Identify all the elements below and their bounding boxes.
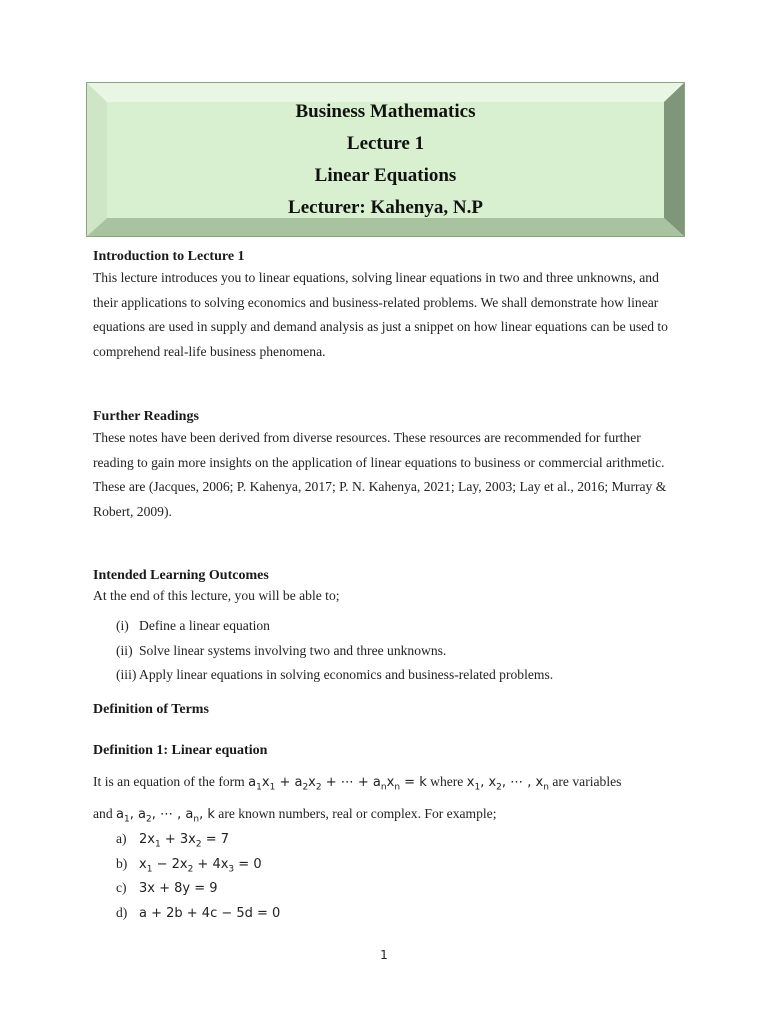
outcomes-heading: Intended Learning Outcomes bbox=[93, 568, 269, 583]
list-item bbox=[116, 639, 553, 664]
list-item bbox=[116, 827, 280, 852]
definition-1-body bbox=[93, 769, 683, 832]
example-equation: a + 2b + 4c − 5d = 0 bbox=[139, 905, 281, 921]
examples-list bbox=[116, 827, 280, 925]
list-item bbox=[116, 901, 280, 926]
list-item-label: (i) bbox=[116, 618, 129, 633]
definition-text: and bbox=[93, 805, 113, 821]
example-equation: 3x + 8y = 9 bbox=[139, 881, 218, 896]
example-label: c) bbox=[116, 880, 127, 895]
outcomes-section bbox=[93, 567, 683, 607]
definition-1-line-1 bbox=[93, 769, 683, 801]
list-item bbox=[116, 852, 280, 877]
readings-section bbox=[93, 408, 683, 524]
example-label: d) bbox=[116, 904, 128, 920]
coefficient-list: $a_1$, $a_2$, ⋯ , $a_n$, k bbox=[116, 806, 215, 825]
list-item-text: Apply linear equations in solving economics and business-related problems. bbox=[139, 667, 554, 682]
intro-heading: Introduction to Lecture 1 bbox=[93, 249, 245, 264]
definition-text: It is an equation of the form bbox=[93, 774, 245, 789]
list-item-label: (ii) bbox=[116, 642, 133, 658]
list-item bbox=[116, 876, 280, 901]
outcomes-list bbox=[116, 614, 553, 688]
intro-section bbox=[93, 248, 683, 364]
readings-paragraph: These notes have been derived from diverse resources. These resources are recommended for further reading to gain more insights on the application of linear equations to business or commercial arithmetic. These are (Jacques, 2006; P. Kahenya, 2017; P. N. Kahenya, 2021; Lay, 2003; Lay et al., 2016; Murray & Robert, 2009). bbox=[93, 430, 667, 519]
list-item bbox=[116, 614, 553, 639]
definition-1 bbox=[93, 742, 683, 760]
list-item-text: Solve linear systems involving two and three unknowns. bbox=[139, 642, 447, 658]
readings-heading: Further Readings bbox=[93, 409, 199, 424]
course-title: Business Mathematics bbox=[295, 101, 476, 122]
title-box bbox=[86, 82, 685, 237]
example-equation: $2x_1 + 3x_2 = 7$ bbox=[139, 832, 229, 850]
definition-text: where bbox=[430, 774, 464, 789]
page-number: 1 bbox=[380, 948, 388, 962]
lecturer-name: Lecturer: Kahenya, N.P bbox=[288, 197, 483, 218]
definitions-heading: Definition of Terms bbox=[93, 702, 209, 717]
definitions-section bbox=[93, 701, 683, 719]
variable-list: $x_1$, $x_2$, ⋯ , $x_n$ bbox=[466, 775, 549, 793]
list-item-text: Define a linear equation bbox=[139, 618, 270, 633]
lecture-topic: Linear Equations bbox=[314, 165, 457, 186]
list-item-label: (iii) bbox=[116, 667, 137, 682]
definition-1-heading: Definition 1: Linear equation bbox=[93, 743, 268, 758]
title-content bbox=[107, 102, 664, 218]
example-label: a) bbox=[116, 831, 127, 846]
intro-paragraph: This lecture introduces you to linear equations, solving linear equations in two and three unknowns, and their applications to solving economics and business-related problems. We shall demonstrate how linear equations are used in supply and demand analysis as just a snippet on how linear equations can be used to comprehend real-life business phenomena. bbox=[93, 270, 668, 359]
outcomes-lead: At the end of this lecture, you will be able to; bbox=[93, 588, 340, 603]
example-equation: $x_1 - 2x_2 + 4x_3 = 0$ bbox=[139, 856, 262, 875]
list-item bbox=[116, 663, 553, 688]
equation-general-form: $a_1x_1 + a_2x_2$ + ⋯ + $a_nx_n = k$ bbox=[248, 775, 427, 793]
definition-text: are known numbers, real or complex. For example; bbox=[218, 805, 497, 821]
lecture-number: Lecture 1 bbox=[346, 133, 425, 154]
example-label: b) bbox=[116, 855, 128, 871]
definition-text: are variables bbox=[552, 774, 622, 789]
